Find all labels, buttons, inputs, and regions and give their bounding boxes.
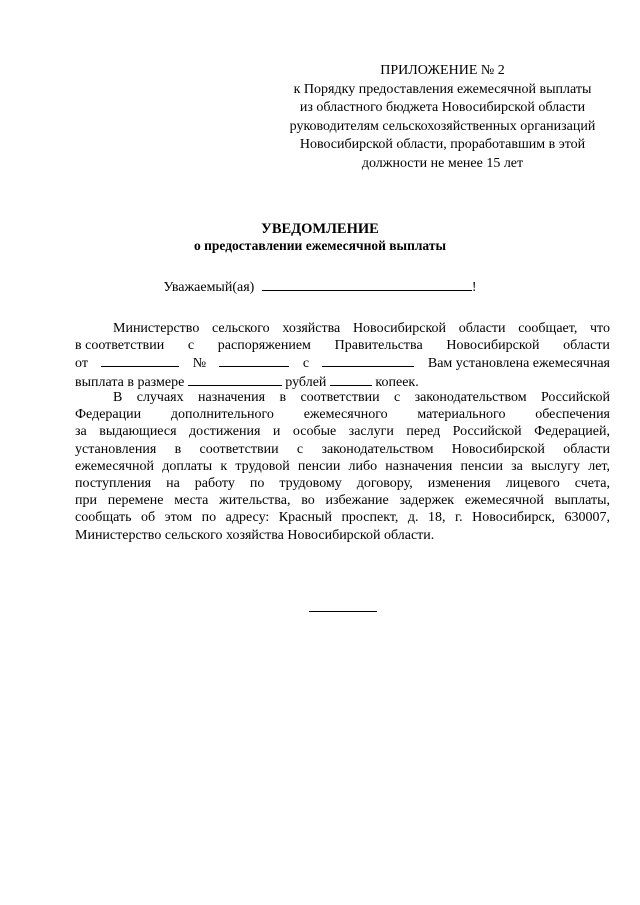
word: области — [563, 338, 610, 354]
closing-separator — [309, 611, 377, 612]
word-since: с — [302, 356, 310, 372]
word: Новосибирской — [446, 338, 540, 354]
paragraph-line — [75, 337, 610, 354]
kopecks-label: копеек. — [375, 374, 419, 390]
paragraph-line: при перемене места жительства, во избежание задержек ежемесячной выплаты, — [75, 493, 610, 509]
kopecks-blank — [330, 373, 372, 386]
appendix-header — [270, 62, 615, 174]
paragraph-payment-notice — [75, 320, 610, 391]
appendix-line: к Порядку предоставления ежемесячной выплаты — [293, 81, 592, 97]
word: с — [187, 338, 195, 354]
notice-subtitle: о предоставлении ежемесячной выплаты — [193, 238, 447, 253]
greeting-exclamation: ! — [471, 280, 477, 295]
paragraph-text: выплата в размере — [75, 374, 185, 390]
appendix-line: Новосибирской области, проработавшим в этой — [299, 137, 586, 153]
word-from: от — [75, 356, 88, 372]
rubles-blank — [188, 373, 282, 386]
paragraph-text: Вам установлена ежемесячная — [427, 356, 610, 372]
paragraph-line: установления в соответствии с законодательством Новосибирской области — [75, 441, 610, 457]
paragraph-address-notice — [75, 389, 610, 544]
word: Правительства — [334, 338, 423, 354]
document-number-blank — [219, 354, 289, 367]
appendix-line: руководителям сельскохозяйственных организаций — [289, 118, 596, 134]
paragraph-line: Федерации дополнительного ежемесячного материального обеспечения — [75, 407, 610, 423]
recipient-name-blank — [262, 278, 472, 291]
word: распоряжением — [217, 338, 311, 354]
paragraph-line: Министерство сельского хозяйства Новосибирской области. — [75, 527, 435, 543]
start-date-blank — [322, 354, 414, 367]
paragraph-line: сообщать об этом по адресу: Красный проспект, д. 18, г. Новосибирск, 630007, — [75, 510, 610, 526]
greeting-line — [0, 278, 640, 297]
paragraph-line: за выдающиеся достижения и особые заслуги перед Российской Федерацией, — [75, 424, 610, 440]
paragraph-line — [75, 354, 610, 372]
paragraph-line: Министерство сельского хозяйства Новосибирской области сообщает, что — [113, 321, 610, 336]
greeting-label: Уважаемый(ая) — [163, 280, 255, 295]
appendix-title: ПРИЛОЖЕНИЕ № 2 — [380, 63, 505, 78]
paragraph-line: В случаях назначения в соответствии с законодательством Российской — [113, 390, 610, 405]
paragraph-line: поступления на работу по трудовому договору, изменения лицевого счета, — [75, 476, 610, 492]
appendix-line: должности не менее 15 лет — [361, 155, 524, 171]
notice-title: УВЕДОМЛЕНИЕ — [261, 221, 379, 237]
appendix-line: из областного бюджета Новосибирской области — [299, 100, 586, 116]
paragraph-line: ежемесячной доплаты к трудовой пенсии либо назначения пенсии за выслугу лет, — [75, 458, 610, 474]
word: в соответствии — [75, 338, 165, 354]
number-sign: № — [192, 356, 207, 372]
date-blank — [101, 354, 179, 367]
rubles-label: рублей — [285, 374, 327, 390]
